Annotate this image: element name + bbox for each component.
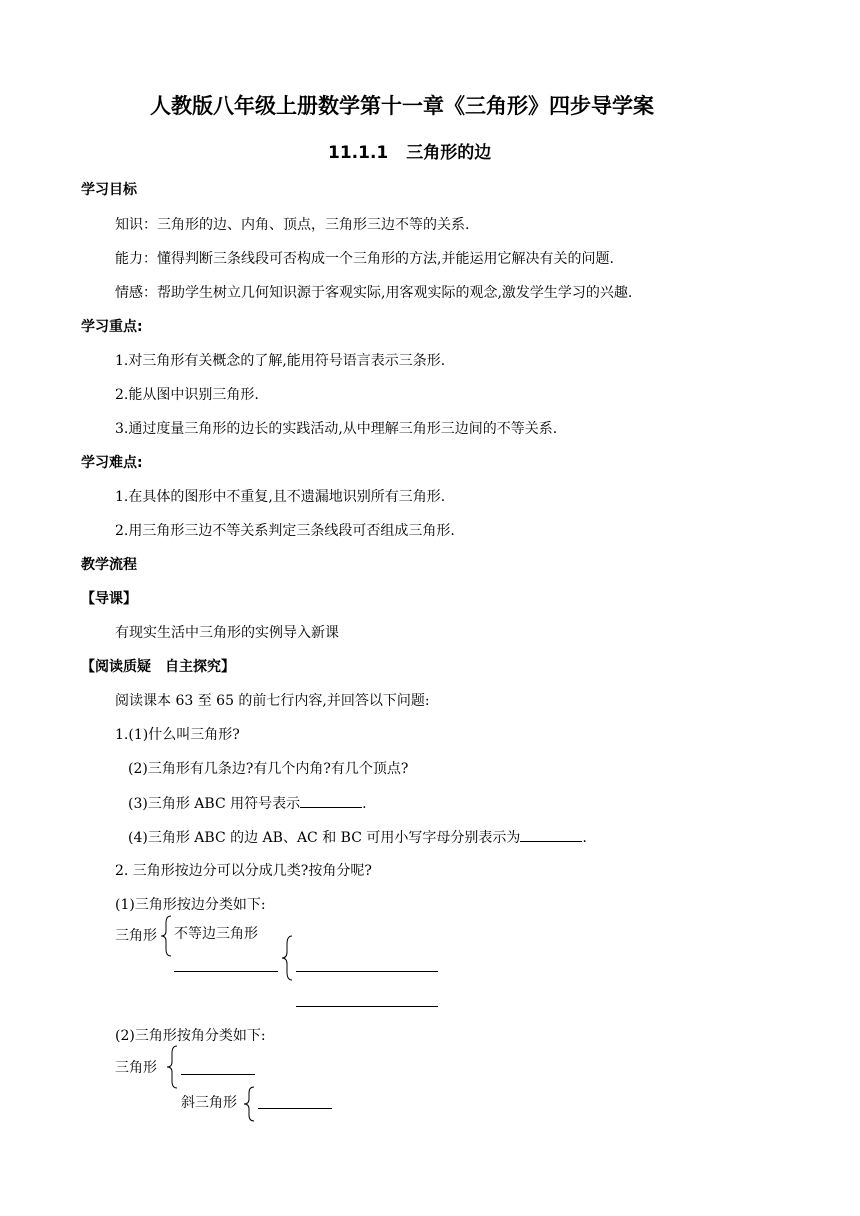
side-class-blank-sub-2[interactable] xyxy=(296,1006,438,1007)
intro-text: 有现实生活中三角形的实例导入新课 xyxy=(115,625,339,641)
side-class-blank-main[interactable] xyxy=(174,971,278,972)
difficulty-2: 2.用三角形三边不等关系判定三条线段可否组成三角形. xyxy=(115,523,455,539)
answer-blank-symbol[interactable] xyxy=(300,793,362,808)
side-class-root: 三角形 xyxy=(115,928,157,944)
side-class-brace xyxy=(160,915,174,957)
question-1-3-end: . xyxy=(362,796,367,812)
angle-class-label: (2)三角形按角分类如下: xyxy=(115,1028,266,1044)
answer-blank-lowercase[interactable] xyxy=(520,827,582,842)
question-1-4 xyxy=(128,827,587,848)
key-points-heading: 学习重点: xyxy=(81,319,143,335)
angle-class-blank-1[interactable] xyxy=(181,1074,255,1075)
angle-class-root: 三角形 xyxy=(115,1060,157,1076)
objective-knowledge: 知识：三角形的边、内角、顶点，三角形三边不等的关系. xyxy=(115,217,470,233)
key-point-2: 2.能从图中识别三角形. xyxy=(115,387,259,403)
section-name: 三角形的边 xyxy=(406,143,492,163)
difficulty-1: 1.在具体的图形中不重复,且不遗漏地识别所有三角形. xyxy=(115,489,446,505)
question-1-2: (2)三角形有几条边?有几个内角?有几个顶点? xyxy=(128,761,409,777)
reading-heading: 【阅读质疑 自主探究】 xyxy=(81,659,235,675)
section-subtitle xyxy=(328,141,491,165)
angle-class-brace xyxy=(166,1045,180,1089)
reading-lead: 阅读课本 63 至 65 的前七行内容,并回答以下问题: xyxy=(115,693,430,709)
process-heading: 教学流程 xyxy=(81,557,137,573)
key-point-3: 3.通过度量三角形的边长的实践活动,从中理解三角形三边间的不等关系. xyxy=(115,421,558,437)
objective-emotion: 情感：帮助学生树立几何知识源于客观实际,用客观实际的观念,激发学生学习的兴趣. xyxy=(115,285,633,301)
objectives-heading: 学习目标 xyxy=(81,182,137,198)
question-1-3 xyxy=(128,793,367,814)
document-title: 人教版八年级上册数学第十一章《三角形》四步导学案 xyxy=(150,94,654,118)
side-class-scalene: 不等边三角形 xyxy=(174,926,258,942)
side-class-sub-brace xyxy=(281,935,295,981)
question-1-3-text: (3)三角形 ABC 用符号表示 xyxy=(128,796,301,812)
question-1-1: 1.(1)什么叫三角形? xyxy=(115,727,240,743)
question-1-4-text: (4)三角形 ABC 的边 AB、AC 和 BC 可用小写字母分别表示为 xyxy=(128,830,521,846)
key-point-1: 1.对三角形有关概念的了解,能用符号语言表示三条形. xyxy=(115,353,446,369)
side-class-label: (1)三角形按边分类如下: xyxy=(115,897,266,913)
intro-heading: 【导课】 xyxy=(81,591,137,607)
objective-ability: 能力：懂得判断三条线段可否构成一个三角形的方法,并能运用它解决有关的问题. xyxy=(115,251,614,267)
section-number: 11.1.1 xyxy=(328,143,389,163)
difficulties-heading: 学习难点: xyxy=(81,455,143,471)
side-class-blank-sub-1[interactable] xyxy=(296,971,438,972)
angle-class-oblique: 斜三角形 xyxy=(181,1095,237,1111)
question-2: 2. 三角形按边分可以分成几类?按角分呢? xyxy=(115,863,372,879)
question-1-4-end: . xyxy=(582,830,587,846)
angle-class-sub-brace xyxy=(243,1086,257,1122)
angle-class-blank-2[interactable] xyxy=(258,1108,332,1109)
